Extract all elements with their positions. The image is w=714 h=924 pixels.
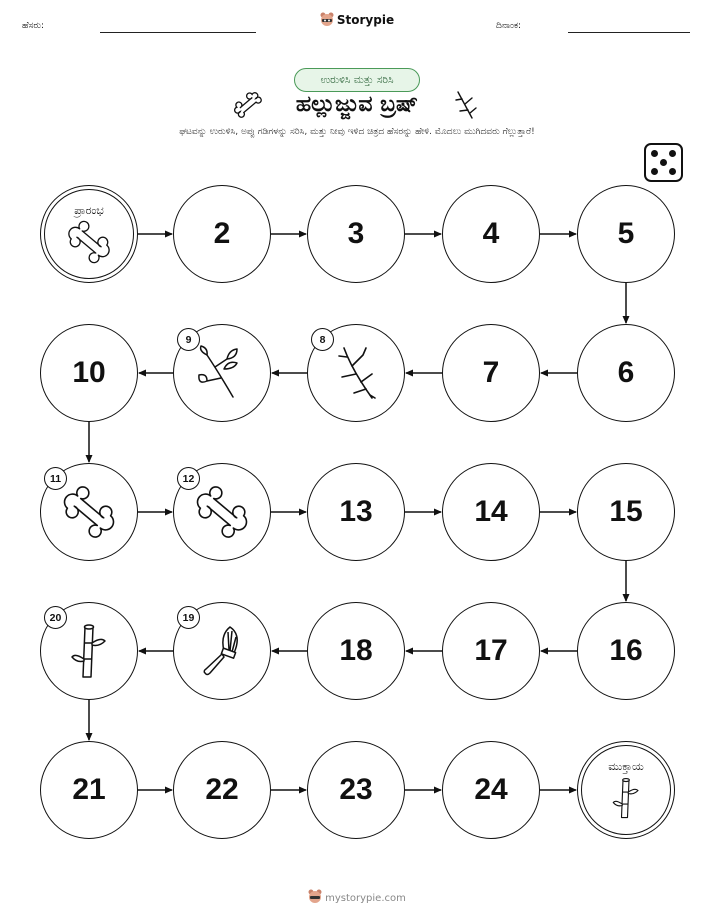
space-number: 2	[213, 217, 231, 250]
bone-icon	[66, 219, 112, 269]
space-number: 13	[339, 495, 373, 528]
board-space-17[interactable]	[442, 602, 540, 700]
space-number: 23	[339, 773, 373, 806]
space-number-badge: 19	[177, 606, 200, 629]
space-number: 18	[339, 634, 373, 667]
space-number-badge: 8	[311, 328, 334, 351]
space-number: 24	[474, 773, 508, 806]
board-space-14[interactable]	[442, 463, 540, 561]
space-number: 7	[482, 356, 500, 389]
game-instructions: ಘಟವನ್ನು ಉರುಳಿಸಿ, ಅಪ್ಪು ಗಡಿಗಳನ್ನು ಸರಿಸಿ, ಮತ್ತು ನೀವು ಇಳಿದ ಚಿತ್ರದ ಹೆಸರನ್ನು ಹೇಳಿ. ಮೊದಲು ಮುಗಿದವರು ಗೆಲ್ಲುತ್ತಾರೆ!	[179, 127, 535, 137]
space-number-badge: 11	[44, 467, 67, 490]
finish-space[interactable]	[577, 741, 675, 839]
page-title: ಹಲ್ಲುಜ್ಜುವ ಬ್ರಷ್	[295, 92, 419, 117]
start-label: ಪ್ರಾರಂಭ	[74, 204, 104, 217]
brand-name: Storypie	[336, 13, 395, 27]
board-space-20[interactable]	[40, 602, 138, 700]
board-space-3[interactable]	[307, 185, 405, 283]
space-number: 15	[609, 495, 643, 528]
bone-icon	[61, 484, 117, 544]
board-space-24[interactable]	[442, 741, 540, 839]
board-space-15[interactable]	[577, 463, 675, 561]
board-space-5[interactable]	[577, 185, 675, 283]
space-number: 22	[205, 773, 239, 806]
space-number: 14	[474, 495, 508, 528]
board-space-23[interactable]	[307, 741, 405, 839]
footer	[0, 889, 714, 904]
space-number-badge: 12	[177, 467, 200, 490]
space-number: 17	[474, 634, 508, 667]
board-space-19[interactable]	[173, 602, 271, 700]
twig-icon	[332, 344, 380, 406]
brush-icon	[198, 623, 246, 683]
board-space-2[interactable]	[173, 185, 271, 283]
board-space-6[interactable]	[577, 324, 675, 422]
leafy-twig-icon	[197, 345, 247, 405]
board-space-8[interactable]	[307, 324, 405, 422]
space-number-badge: 9	[177, 328, 200, 351]
bone-icon	[194, 484, 250, 544]
board-space-13[interactable]	[307, 463, 405, 561]
space-number-badge: 20	[44, 606, 67, 629]
board-space-22[interactable]	[173, 741, 271, 839]
finish-label: ಮುಕ್ತಾಯ	[608, 760, 644, 773]
board-space-16[interactable]	[577, 602, 675, 700]
space-number: 3	[347, 217, 365, 250]
space-number: 21	[72, 773, 106, 806]
board-space-18[interactable]	[307, 602, 405, 700]
board-space-12[interactable]	[173, 463, 271, 561]
board-space-11[interactable]	[40, 463, 138, 561]
date-label: ದಿನಾಂಕ:	[496, 21, 522, 31]
board-space-21[interactable]	[40, 741, 138, 839]
space-number: 10	[72, 356, 106, 389]
bamboo-icon	[69, 621, 109, 685]
storypie-mascot-icon	[308, 889, 322, 904]
space-number: 16	[609, 634, 643, 667]
bamboo-icon	[611, 775, 641, 825]
space-number: 4	[482, 217, 500, 250]
start-space[interactable]	[40, 185, 138, 283]
board-space-10[interactable]	[40, 324, 138, 422]
board-space-4[interactable]	[442, 185, 540, 283]
name-label: ಹೆಸರು:	[22, 21, 45, 31]
space-number: 5	[617, 217, 635, 250]
instruction-pill: ಉರುಳಿಸಿ ಮತ್ತು ಸರಿಸಿ	[294, 68, 420, 92]
space-number: 6	[617, 356, 635, 389]
footer-url[interactable]: mystorypie.com	[325, 893, 406, 904]
board-space-7[interactable]	[442, 324, 540, 422]
board-space-9[interactable]	[173, 324, 271, 422]
